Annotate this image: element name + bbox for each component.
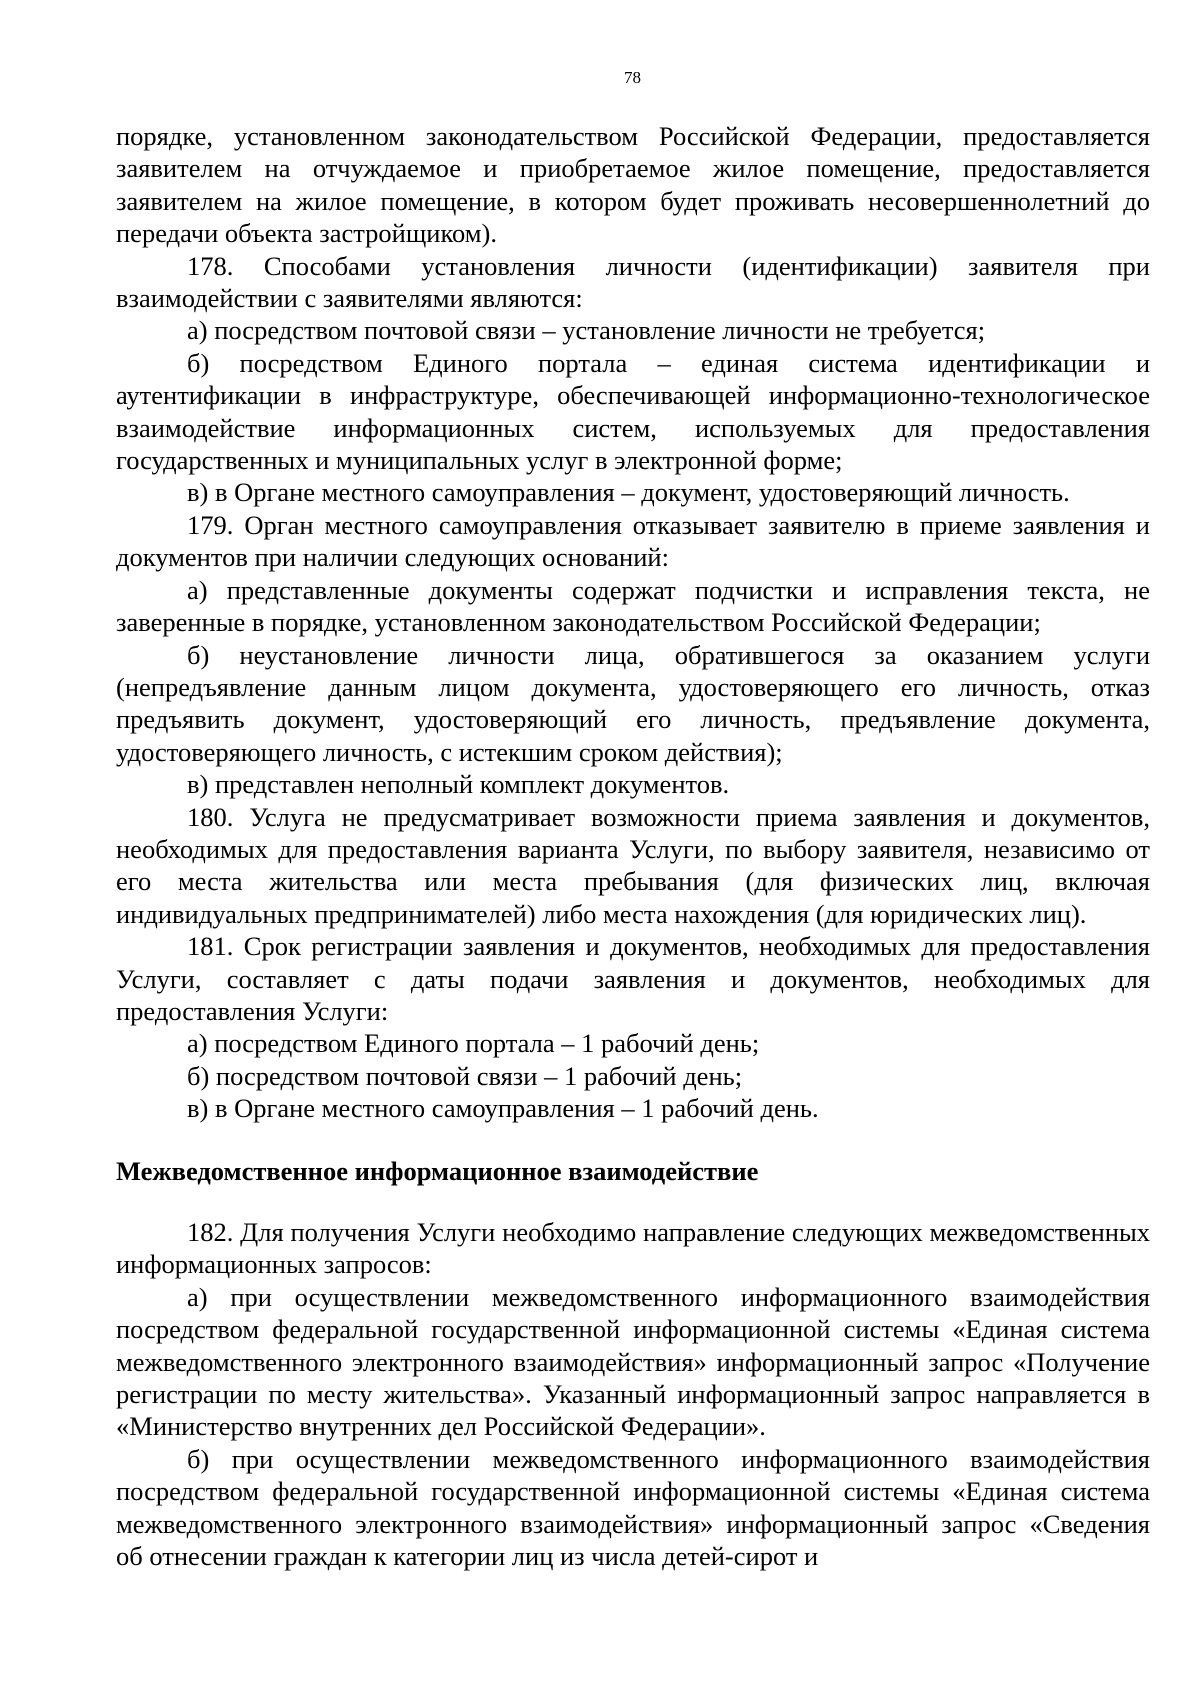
paragraph: 178. Способами установления личности (идентификации) заявителя при взаимодействии с заявителями являются: — [116, 250, 1150, 314]
paragraph: 179. Орган местного самоуправления отказывает заявителю в приеме заявления и документов при наличии следующих оснований: — [116, 509, 1150, 573]
paragraph: а) при осуществлении межведомственного информационного взаимодействия посредством федеральной государственной информационной системы «Единая система межведомственного электронного взаимодействия» информационный запрос «Получение регистрации по месту жительства». Указанный информационный запрос направляется в «Министерство внутренних дел Российской Федерации». — [116, 1281, 1150, 1442]
paragraph: а) посредством Единого портала – 1 рабочий день; — [187, 1028, 760, 1059]
paragraph: б) при осуществлении межведомственного информационного взаимодействия посредством федеральной государственной информационной системы «Единая система межведомственного электронного взаимодействия» информационный запрос «Сведения об отнесении граждан к категории лиц из числа детей-сирот и — [116, 1443, 1150, 1572]
paragraph: 180. Услуга не предусматривает возможности приема заявления и документов, необходимых для предоставления варианта Услуги, по выбору заявителя, независимо от его места жительства или места пребывания (для физических лиц, включая индивидуальных предпринимателей) либо места нахождения (для юридических лиц). — [116, 801, 1150, 929]
paragraph: б) посредством Единого портала – единая система идентификации и аутентификации в инфраструктуре, обеспечивающей информационно-технологическое взаимодействие информационных систем, используемых для предоставления государственных и муниципальных услуг в электронной форме; — [116, 347, 1150, 476]
paragraph: в) в Органе местного самоуправления – документ, удостоверяющий личность. — [187, 477, 1070, 508]
paragraph: в) представлен неполный комплект документов. — [187, 769, 730, 800]
paragraph: б) неустановление личности лица, обратившегося за оказанием услуги (непредъявление данным лицом документа, удостоверяющего его личность, отказ предъявить документ, удостоверяющий его личность, предъявление документа, удостоверяющего личность, с истекшим сроком действия); — [116, 639, 1150, 767]
paragraph: а) представленные документы содержат подчистки и исправления текста, не заверенные в порядке, установленном законодательством Российской Федерации; — [116, 574, 1150, 638]
section-heading: Межведомственное информационное взаимодействие — [116, 1155, 759, 1186]
paragraph: порядке, установленном законодательством Российской Федерации, предоставляется заявителем на отчуждаемое и приобретаемое жилое помещение, предоставляется заявителем на жилое помещение, в котором будет проживать несовершеннолетний до передачи объекта застройщиком). — [116, 121, 1150, 249]
paragraph: б) посредством почтовой связи – 1 рабочий день; — [187, 1060, 743, 1091]
bottom-section — [116, 1216, 1150, 1572]
paragraph: 181. Срок регистрации заявления и документов, необходимых для предоставления Услуги, составляет с даты подачи заявления и документов, необходимых для предоставления Услуги: — [116, 931, 1150, 1026]
top-section — [116, 120, 1150, 1125]
paragraph: в) в Органе местного самоуправления – 1 рабочий день. — [187, 1093, 819, 1124]
paragraph: а) посредством почтовой связи – установление личности не требуется; — [187, 315, 986, 346]
paragraph: 182. Для получения Услуги необходимо направление следующих межведомственных информационных запросов: — [116, 1217, 1150, 1280]
document-body — [116, 120, 1150, 1572]
page-number: 78 — [624, 68, 641, 87]
